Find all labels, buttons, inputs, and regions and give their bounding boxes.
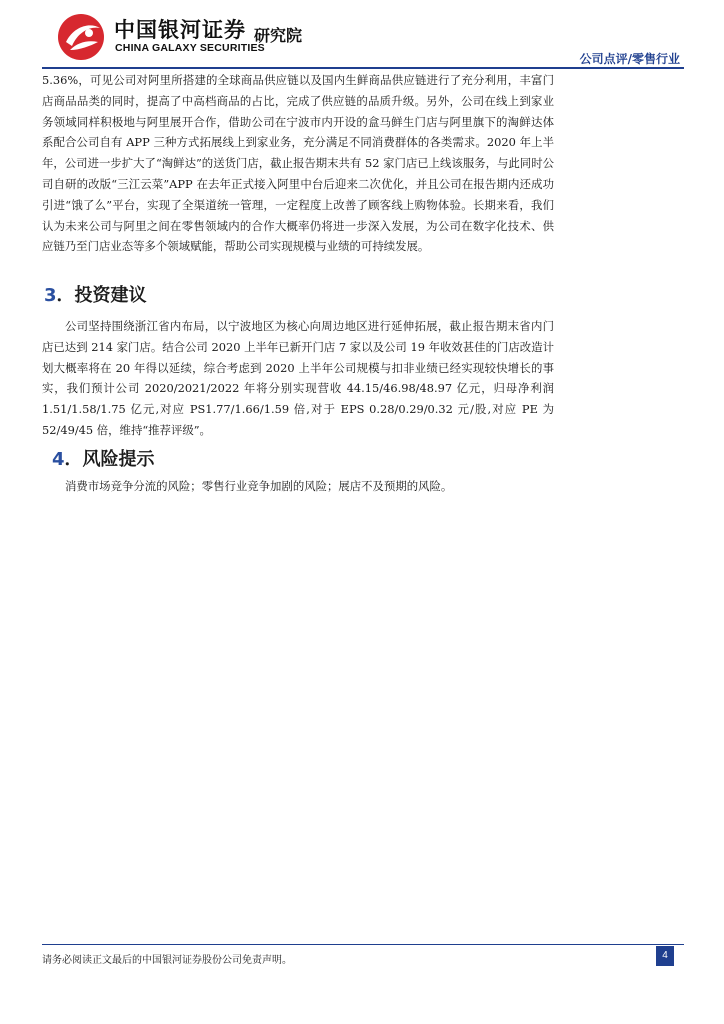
intro-paragraph: 5.36%，可见公司对阿里所搭建的全球商品供应链以及国内生鲜商品供应链进行了充分利用，丰富门店商品品类的同时，提高了中高档商品的占比，完成了供应链的品质升级。另外，公司在线上到家业务领域同样积极地与阿里展开合作，借助公司在宁波市内开设的盒马鲜生门店与阿里旗下的淘鲜达体系配合公司自有 APP 三种方式拓展线上到家业务，充分满足不同消费群体的各类需求。2020 年上半年，公司进一步扩大了“淘鲜达”的送货门店，截止报告期末共有 52 家门店已上线该服务，与此同时公司自研的改版“三江云菜”APP 在去年正式接入阿里中台后迎来二次优化，并且公司在报告期内还成功引进“饿了么”平台，实现了全渠道统一管理，一定程度上改善了顾客线上购物体验。长期来看，我们认为未来公司与阿里之间在零售领域内的合作大概率仍将进一步深入发展，为公司在数字化技术、供应链乃至门店业态等多个领域赋能，帮助公司实现规模与业绩的可持续发展。	[42, 73, 554, 254]
section-dot: ．	[56, 285, 75, 306]
header-divider	[42, 67, 684, 69]
footer-divider	[42, 944, 684, 945]
galaxy-logo-icon	[56, 12, 106, 62]
section-number: 4	[52, 449, 65, 470]
intro-section	[42, 70, 554, 257]
company-logo	[52, 8, 322, 62]
brand-name-en: CHINA GALAXY SECURITIES	[115, 42, 265, 54]
section-heading-investment	[44, 281, 147, 307]
section-number: 3	[44, 285, 57, 306]
section-title: 风险提示	[82, 449, 155, 470]
risk-paragraph: 消费市场竞争分流的风险；零售行业竞争加剧的风险；展店不及预期的风险。	[65, 479, 453, 493]
page-header	[0, 0, 724, 70]
section-dot: ．	[64, 449, 83, 470]
brand-name-cn: 中国银河证券	[114, 18, 246, 42]
risk-section	[42, 476, 554, 497]
investment-paragraph: 公司坚持围绕浙江省内布局，以宁波地区为核心向周边地区进行延伸拓展，截止报告期末省内门店已达到 214 家门店。结合公司 2020 上半年已新开门店 7 家以及公司 19 年收效甚佳的门店改造计划大概率将在 20 年得以延续，综合考虑到 2020 上半年公司规模与扣非业绩已经实现较快增长的事实，我们预计公司 2020/2021/2022 年将分别实现营收 44.15/46.98/48.97 亿元，归母净利润 1.51/1.58/1.75 亿元,对应 PS1.77/1.66/1.59 倍,对于 EPS 0.28/0.29/0.32 元/股,对应 PE 为 52/49/45 倍，维持“推荐评级”。	[42, 319, 554, 437]
document-type: 公司点评/零售行业	[579, 52, 680, 66]
investment-section	[42, 316, 554, 441]
page-number: 4	[656, 946, 674, 966]
institute-label: 研究院	[254, 26, 303, 45]
section-title: 投资建议	[74, 285, 147, 306]
footer-disclaimer: 请务必阅读正文最后的中国银河证券股份公司免责声明。	[42, 955, 292, 966]
section-heading-risk	[52, 445, 155, 471]
